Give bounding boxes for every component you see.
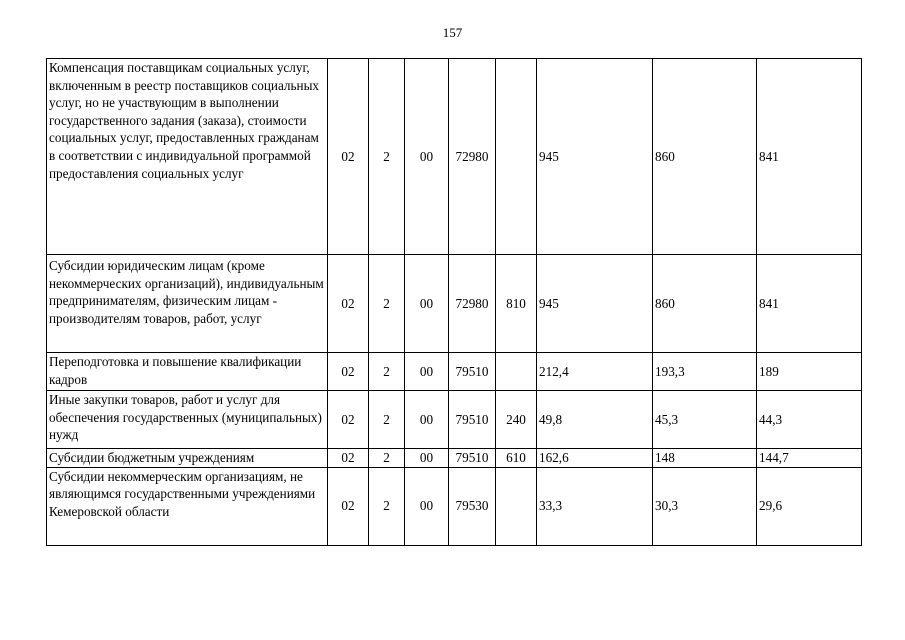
code-program: 2 [369,449,405,468]
code-program: 2 [369,353,405,391]
code-direction: 72980 [449,59,496,255]
budget-table [46,58,862,546]
amount-year-3: 189 [757,353,862,391]
row-name: Субсидии юридическим лицам (кроме некоммерческих организаций), индивидуальным предпринимателям, физическим лицам - производителям товаров, работ, услуг [47,255,328,353]
code-direction: 79510 [449,391,496,449]
code-section: 02 [328,467,369,545]
table-row [47,391,862,449]
row-name: Субсидии некоммерческим организациям, не являющимся государственными учреждениями Кемеровской области [47,467,328,545]
row-name: Субсидии бюджетным учреждениям [47,449,328,468]
amount-year-3: 841 [757,59,862,255]
amount-year-1: 945 [537,59,653,255]
amount-year-1: 33,3 [537,467,653,545]
code-program: 2 [369,255,405,353]
code-expense-type: 240 [496,391,537,449]
amount-year-2: 860 [653,255,757,353]
code-subprogram: 00 [405,255,449,353]
table-row [47,59,862,255]
code-section: 02 [328,353,369,391]
code-section: 02 [328,391,369,449]
amount-year-3: 44,3 [757,391,862,449]
code-program: 2 [369,59,405,255]
amount-year-3: 841 [757,255,862,353]
amount-year-2: 860 [653,59,757,255]
amount-year-3: 144,7 [757,449,862,468]
table-row [47,467,862,545]
amount-year-2: 30,3 [653,467,757,545]
code-expense-type [496,353,537,391]
amount-year-3: 29,6 [757,467,862,545]
row-name: Компенсация поставщикам социальных услуг, включенным в реестр поставщиков социальных услуг, но не участвующим в выполнении государственного задания (заказа), стоимости социальных услуг, предоставленных гражданам в соответствии с индивидуальной программой предоставления социальных услуг [47,59,328,255]
code-direction: 79530 [449,467,496,545]
amount-year-2: 193,3 [653,353,757,391]
code-section: 02 [328,449,369,468]
amount-year-1: 212,4 [537,353,653,391]
code-subprogram: 00 [405,467,449,545]
code-section: 02 [328,255,369,353]
amount-year-1: 945 [537,255,653,353]
code-expense-type: 610 [496,449,537,468]
table-row [47,255,862,353]
code-subprogram: 00 [405,59,449,255]
row-name: Иные закупки товаров, работ и услуг для обеспечения государственных (муниципальных) нужд [47,391,328,449]
code-program: 2 [369,391,405,449]
code-subprogram: 00 [405,449,449,468]
code-expense-type: 810 [496,255,537,353]
table-row [47,449,862,468]
code-program: 2 [369,467,405,545]
amount-year-1: 49,8 [537,391,653,449]
code-direction: 79510 [449,449,496,468]
code-subprogram: 00 [405,391,449,449]
amount-year-2: 45,3 [653,391,757,449]
code-direction: 72980 [449,255,496,353]
amount-year-2: 148 [653,449,757,468]
amount-year-1: 162,6 [537,449,653,468]
page-number: 157 [442,25,463,40]
row-name: Переподготовка и повышение квалификации кадров [47,353,328,391]
code-expense-type [496,467,537,545]
table-row [47,353,862,391]
code-direction: 79510 [449,353,496,391]
code-expense-type [496,59,537,255]
code-section: 02 [328,59,369,255]
code-subprogram: 00 [405,353,449,391]
